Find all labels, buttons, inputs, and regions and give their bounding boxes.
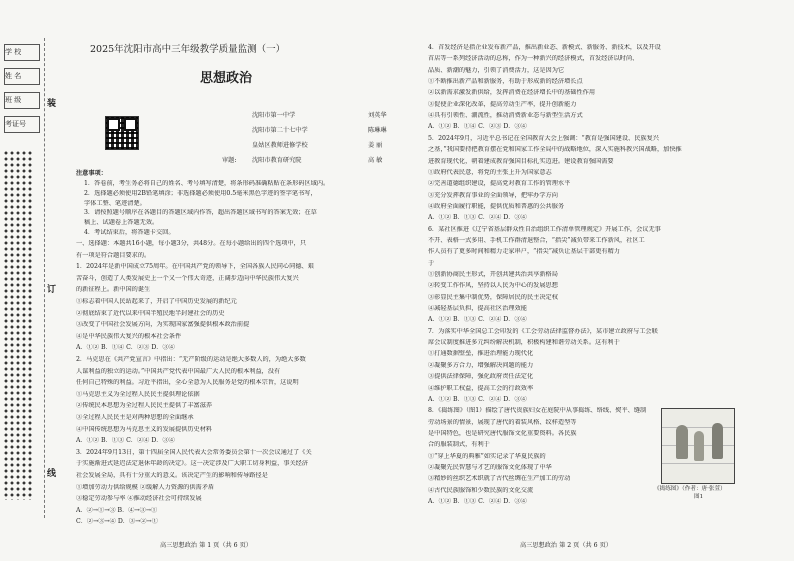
text-line: 3．请按照题号顺序在各题目的答题区域内作答，超出答题区域书写的答案无效；在草 <box>84 209 317 217</box>
figure-person-icon <box>676 425 688 459</box>
text-line: A．①② B．①③ C．②④ D．③④ <box>428 214 527 222</box>
text-line: 人谋利益的独立的运动。”中国共产党代表中国最广大人民的根本利益，没有 <box>76 367 281 375</box>
credit-org-2: 沈阳市第二十七中学 <box>252 127 308 134</box>
text-line: 不开、表格一式多用、手机工作群清退整合，“指尖”减负带来工作新风，社区工 <box>428 236 645 244</box>
text-line: ②彻底结束了近代以来中国半殖民地半封建社会的历史 <box>76 309 225 317</box>
text-line: ④维护职工权益，提高工会的行政效率 <box>428 384 534 392</box>
bind-char-xian: 线 <box>47 469 57 479</box>
credit-person-3: 姜 丽 <box>368 142 383 149</box>
text-line: 社会发展全局，具有十分重大的意义。该决定产生的影响和传导路径是 <box>76 472 268 479</box>
text-line: ④古代民族服饰和少数民族的文化交流 <box>428 486 534 494</box>
text-line: A．①② B．①③ C．②④ D．③④ <box>428 395 527 403</box>
text-line: 字体工整、笔迹清楚。 <box>84 199 146 207</box>
text-line: ③改变了中国社会发展方向，为实现国家富强提供根本政治前提 <box>76 321 250 329</box>
text-line: ①“穿上华夏的典雅”如实记录了华夏民族的 <box>428 452 546 460</box>
text-line: 于实施渐进式延迟法定退休年龄的决定》。这一决定涉及广大职工切身利益，事关经济 <box>76 460 309 468</box>
text-line: C．②→③→④ D．③→②→① <box>76 518 158 526</box>
figure-person-icon <box>712 423 723 459</box>
text-line: ④是中华民族伟大复兴的根本社会条件 <box>76 332 182 340</box>
text-line: 合的服装制式，有利于 <box>428 441 490 449</box>
reviewer-org: 沈阳市教育研究院 <box>252 157 302 164</box>
text-line: 进教育现代化，朝着建成教育强国目标扎实迈进。建设教育强国需要 <box>428 157 614 165</box>
text-line: 于 <box>428 259 435 267</box>
bind-char-zhuang: 装 <box>47 99 57 109</box>
text-line: 是中国特色，也是研究唐代服饰文化重要资料。各民族 <box>428 429 577 437</box>
text-line: ①马克思主义为全过程人民民主提供理论依据 <box>76 390 200 398</box>
text-line: A．①② B．①④ C．②③ D．③④ <box>428 123 527 131</box>
text-line: A．②→①→③ B．④→③→① <box>76 506 158 514</box>
text-line: 作人员有了更多时间和精力走家串户，“指尖”减负让基层干部更有精力 <box>428 248 620 256</box>
text-line: 首店等一系列经济活动的总称，作为一种新兴的经济模式，首发经济以时尚、 <box>428 55 639 63</box>
text-line: 的新征程上。新中国的诞生 <box>76 286 151 294</box>
text-line: 苦奋斗，创造了人类发展史上一个又一个伟大奇迹，正阔步迈向中华民族伟大复兴 <box>76 274 299 282</box>
class-label: 班 级 <box>5 96 22 104</box>
text-line: ③充分发挥教育事业的全面领导，把牢办学方向 <box>428 191 558 199</box>
text-line: 7．为落实中华全国总工会印发的《工会劳动法律监督办法》，某市建立政府与工会联 <box>428 327 658 335</box>
subject-title: 思想政治 <box>200 71 253 86</box>
text-line: ③全过程人民民主是对两种思想的全面继承 <box>76 414 194 421</box>
text-line: 5．2024年9月，习近平总书记在全国教育大会上强调：“教育是强国建设、民族复兴 <box>428 134 659 142</box>
exam-no-label: 考证号 <box>5 120 26 128</box>
binding-line <box>44 38 45 518</box>
bind-char-ding: 订 <box>47 285 57 295</box>
text-line: 3．2024年9月13日，第十四届全国人民代表大会常务委员会第十一次会议通过了《关 <box>76 448 312 456</box>
text-line: A．①② B．①③ C．②④ D．③④ <box>428 498 527 505</box>
text-line: 8．《捣练图》（图1）描绘了唐代贵族妇女在庭院中从事捣练、络线、熨平、缝制 <box>428 407 647 415</box>
figure-label: 图1 <box>694 494 704 500</box>
text-line: A．①② B．①④ C．②③ D．③④ <box>76 344 175 352</box>
notice-title: 注意事项： <box>76 170 107 177</box>
text-line: ③促使企业深化改革，提高劳动生产率，提升创新能力 <box>428 100 577 108</box>
text-line: ②以新需求激发新供给，发挥消费在经济增长中的基础性作用 <box>428 89 596 97</box>
text-line: 稿上、试题卷上答题无效。 <box>84 219 159 227</box>
text-line: 席会议制度推进多元纠纷解决机制，积极构建和谐劳动关系。这有利于 <box>428 339 620 347</box>
text-line: ②转变工作作风，坚持以人民为中心的发展思想 <box>428 282 558 290</box>
text-line: 品质、新潮的魅力，引领了消费活力，这是因为它 <box>428 66 565 74</box>
text-line: 6．某社区推进《辽宁省基层群众性自治组织工作清单管理规定》开展工作，会议无事 <box>428 225 661 233</box>
text-line: A．①② B．①③ C．②④ D．③④ <box>76 437 175 445</box>
name-box <box>4 68 40 85</box>
credit-person-2: 陈琳琳 <box>368 127 387 134</box>
footer-left: 高三思想政治 第 1 页（共 6 页） <box>160 542 252 549</box>
text-line: ④具有引领性、潮流性，推动消费新业态与新型生活方式 <box>428 112 583 120</box>
reviewer-person: 高 敏 <box>368 157 383 164</box>
text-line: ③稳定劳动参与率 ④推动经济社会可持续发展 <box>76 495 202 503</box>
answer-dot-grid <box>3 150 33 500</box>
text-line: 2．选择题必须使用2B铅笔填涂；非选择题必须使用0.5毫米黑色字迹的签字笔书写， <box>84 189 317 197</box>
text-line: 2．马克思在《共产党宣言》中指出：“无产阶级的运动是绝大多数人的，为绝大多数 <box>76 356 306 363</box>
text-line: ①政府代表民意，将党的主张上升为国家意志 <box>428 168 552 176</box>
text-line: 1．2024年是新中国成立75周年。在中国共产党的领导下，全国各族人民同心同德、艰 <box>76 263 314 271</box>
text-line: 1．答卷前，考生务必将自己的姓名、考号填写清楚，将条形码准确粘贴在条形码区域内。 <box>84 180 330 187</box>
class-box <box>4 92 40 109</box>
footer-right: 高三思想政治 第 2 页（共 6 页） <box>520 542 612 549</box>
text-line: ②凝聚先民智慧与才艺的服饰文化体现了中华 <box>428 463 552 471</box>
text-line: ③彰显民主集中制优势，保障居民的民主决定权 <box>428 293 558 301</box>
exam-title: 2025年沈阳市高中三年级教学质量监测（一） <box>90 44 286 55</box>
text-line: ③提供法律保障，强化政府责任法定化 <box>428 373 534 381</box>
text-line: ②完善道德组织建设，提高党对教育工作的管理水平 <box>428 180 571 188</box>
text-line: ①增加劳动力供给规模 ②缓解人力资源的供需矛盾 <box>76 483 215 491</box>
text-line: 之基，”我国要持把教育摆在党和国家工作全局中的战略地位，深入实施科教兴国战略，加快推 <box>428 146 682 154</box>
text-line: 4．首发经济是指企业发布新产品，推出新业态、新模式、新服务、新技术，以及开设 <box>428 44 661 51</box>
text-line: ④中国传统思想为马克思主义的发展提供历史材料 <box>76 425 213 433</box>
text-line: 4．考试结束后，将答题卡交回。 <box>84 229 175 236</box>
text-line: ①创新协商民主形式，开创共建共治共享新格局 <box>428 271 558 278</box>
text-line: 任何自己特殊的利益。习近平指出，全心全意为人民服务是党的根本宗旨，这说明 <box>76 379 299 387</box>
text-line: ①打通数据壁垒，推进治理能力现代化 <box>428 350 534 358</box>
text-line: 劳动场景的情景，展现了唐代的着装风格、纹样造型等 <box>428 418 577 426</box>
figure-caption: 《捣练图》（作者：唐·张萱） <box>654 486 726 492</box>
credit-person-1: 刘英华 <box>368 112 387 119</box>
school-box <box>4 44 40 61</box>
name-label: 姓 名 <box>5 72 22 80</box>
text-line: ①不断推出新产品和新服务，有助于形成新的经济增长点 <box>428 78 583 86</box>
figure-daolian-painting <box>661 408 735 484</box>
reviewer-label: 审题: <box>222 157 237 164</box>
text-line: 有一项是符合题目要求的。 <box>76 251 151 259</box>
text-line: ④减轻基层负担，提高社区治理效能 <box>428 305 527 313</box>
text-line: ④政府全面履行职能，提供优质和普惠的公共服务 <box>428 202 565 210</box>
figure-person-icon <box>694 431 704 461</box>
credit-org-3: 皇姑区教师进修学校 <box>252 142 308 149</box>
credit-org-1: 沈阳市第一中学 <box>252 112 296 119</box>
page-right <box>420 0 794 561</box>
text-line: 一、选择题：本题共16小题，每小题3分，共48分。在每小题给出的四个选项中，只 <box>76 240 307 247</box>
text-line: A．①② B．①③ C．②④ D．③④ <box>428 316 527 324</box>
school-label: 学 校 <box>5 48 22 56</box>
text-line: ②凝聚多方合力，增强解决问题的能力 <box>428 361 534 369</box>
text-line: ①标志着中国人民站起来了，开启了中国历史发展的新纪元 <box>76 298 237 305</box>
text-line: ②传统民本思想为全过程人民民主提供了丰富滋养 <box>76 402 213 410</box>
exam-no-box <box>4 116 40 133</box>
text-line: ③精妙的丝织艺术织就了古代丝绸在生产加工的劳动 <box>428 475 571 483</box>
qr-code <box>105 116 139 150</box>
